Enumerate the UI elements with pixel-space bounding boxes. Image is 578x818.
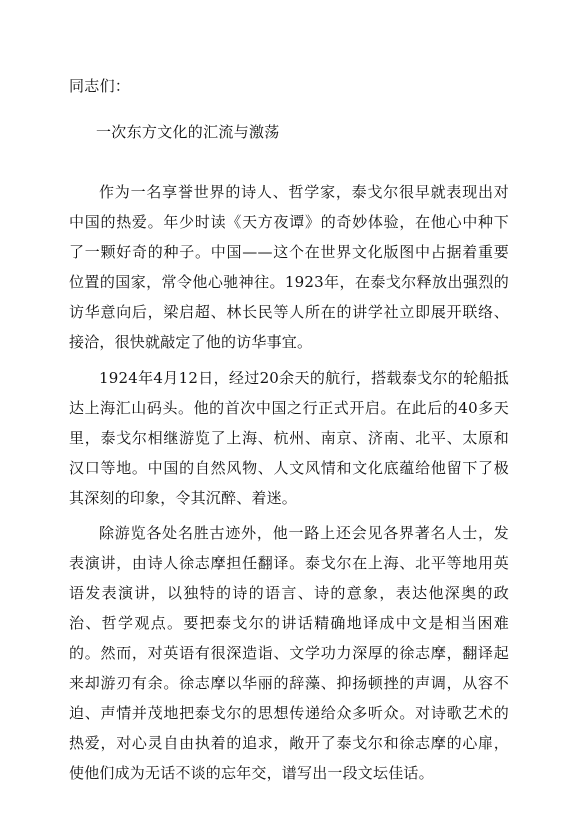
greeting-text: 同志们：: [69, 77, 131, 95]
paragraph-1: 作为一名享誉世界的诗人、哲学家，泰戈尔很早就表现出对中国的热爱。年少时读《天方夜谭》的奇妙体验，在他心中种下了一颗好奇的种子。中国——这个在世界文化版图中占据着重要位置的国家，常令他心驰神往。1923年，在泰戈尔释放出强烈的访华意向后，梁启超、林长民等人所在的讲学社立即展开联络、接洽，很快就敲定了他的访华事宜。: [69, 183, 509, 351]
paragraph-2: 1924年4月12日，经过20余天的航行，搭载泰戈尔的轮船抵达上海汇山码头。他的首次中国之行正式开启。在此后的40多天里，泰戈尔相继游览了上海、杭州、南京、济南、北平、太原和汉口等地。中国的自然风物、人文风情和文化底蕴给他留下了极其深刻的印象，令其沉醉、着迷。: [69, 369, 509, 507]
paragraph-3: 除游览各处名胜古迹外，他一路上还会见各界著名人士，发表演讲，由诗人徐志摩担任翻译。泰戈尔在上海、北平等地用英语发表演讲，以独特的诗的语言、诗的意象，表达他深奥的政治、哲学观点。要把泰戈尔的讲话精确地译成中文是相当困难的。然而，对英语有很深造诣、文学功力深厚的徐志摩，翻译起来却游刃有余。徐志摩以华丽的辞藻、抑扬顿挫的声调，从容不迫、声情并茂地把泰戈尔的思想传递给众多听众。对诗歌艺术的热爱，对心灵自由执着的追求，敞开了泰戈尔和徐志摩的心扉，使他们成为无话不谈的忘年交，谱写出一段文坛佳话。: [69, 524, 509, 782]
section-subtitle: 一次东方文化的汇流与激荡: [96, 123, 280, 141]
